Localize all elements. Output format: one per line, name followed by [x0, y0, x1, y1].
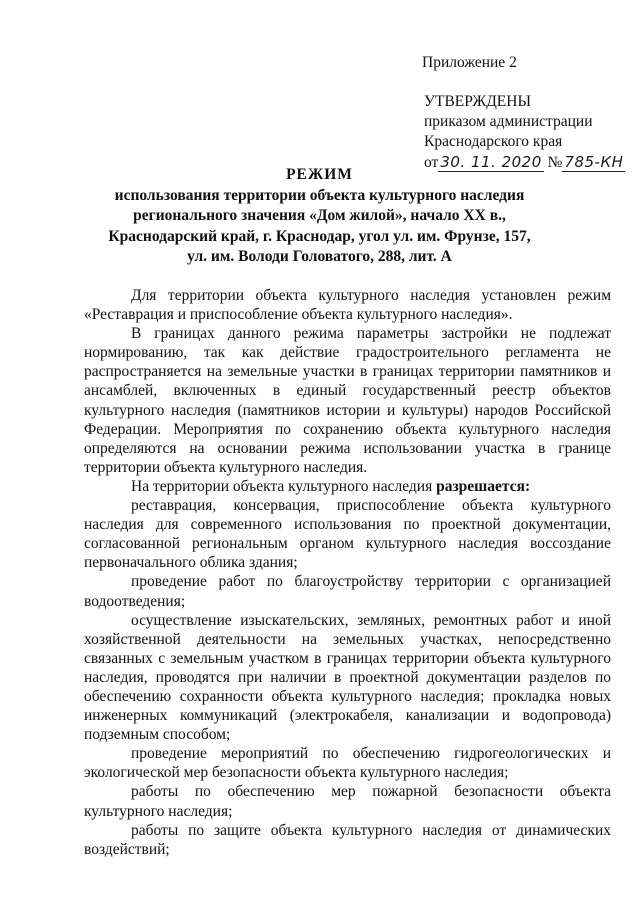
approval-line-2: Краснодарского края: [424, 133, 563, 150]
title-line-1: использования территории объекта культурного наследия: [114, 186, 525, 204]
handwritten-number: 785-КН: [564, 153, 624, 171]
paragraph-7: проведение мероприятий по обеспечению гидрогеологических и экологической мер безопасности объекта культурного наследия;: [84, 745, 611, 782]
title-line-3: Краснодарский край, г. Краснодар, угол ул. им. Фрунзе, 157,: [108, 227, 531, 245]
document-body: [84, 286, 611, 859]
document-title: [0, 165, 639, 268]
paragraph-4: реставрация, консервация, приспособление объекта культурного наследия для современного использования по проектной документации, согласованной региональным органом культурного наследия воссоздание первоначального облика здания;: [84, 497, 611, 572]
approval-line-1: приказом администрации: [424, 113, 593, 130]
paragraph-9: работы по защите объекта культурного наследия от динамических воздействий;: [84, 821, 611, 858]
handwritten-date: 30. 11. 2020: [440, 153, 542, 171]
number-sign: №: [547, 154, 563, 171]
title-line-4: ул. им. Володи Головатого, 288, лит. А: [187, 248, 452, 265]
from-prefix: от: [424, 154, 439, 171]
paragraph-3: [84, 477, 611, 496]
title-line-2: регионального значения «Дом жилой», начало XX в.,: [133, 207, 506, 224]
paragraph-5: проведение работ по благоустройству территории с организацией водоотведения;: [84, 573, 611, 610]
paragraph-1: Для территории объекта культурного наследия установлен режим «Реставрация и приспособление объекта культурного наследия».: [84, 287, 611, 324]
paragraph-6: осуществление изыскательских, земляных, ремонтных работ и иной хозяйственной деятельности на земельных участках, непосредственно связанных с земельным участком в границах территории объекта культурного наследия, проводятся при наличии в проектной документации разделов по обеспечению сохранности объекта культурного наследия; прокладка новых инженерных коммуникаций (электрокабеля, канализации и водопровода) подземным способом;: [84, 611, 611, 744]
paragraph-3-bold: разрешается:: [436, 477, 531, 495]
approval-block: [424, 92, 625, 173]
appendix-label: Приложение 2: [422, 54, 517, 71]
approved-label: УТВЕРЖДЕНЫ: [424, 93, 531, 110]
paragraph-8: работы по обеспечению мер пожарной безопасности объекта культурного наследия;: [84, 783, 611, 820]
title-heading: РЕЖИМ: [286, 166, 353, 183]
paragraph-3-text: На территории объекта культурного наследия: [131, 477, 437, 495]
paragraph-2: В границах данного режима параметры застройки не подлежат нормированию, так как действие градостроительного регламента не распространяется на земельные участки в границах территории памятников и ансамблей, включенных в единый государственный реестр объектов культурного наследия (памятников истории и культуры) народов Российской Федерации. Мероприятия по сохранению объекта культурного наследия определяются на основании режима использовании участка в границе территории объекта культурного наследия.: [84, 325, 611, 476]
